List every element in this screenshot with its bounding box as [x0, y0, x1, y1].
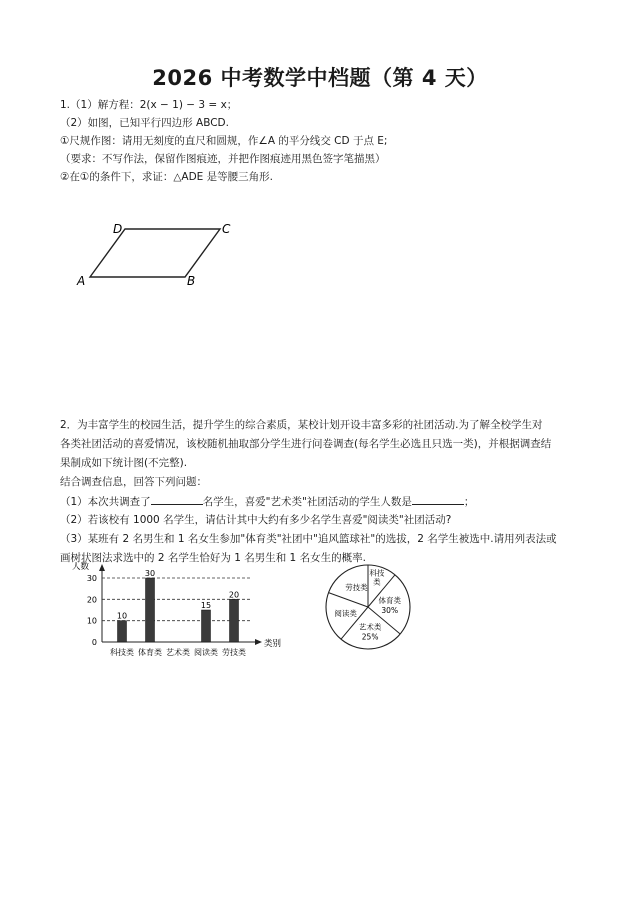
q2-intro-3: 果制成如下统计图(不完整).	[60, 457, 188, 469]
x-tick-label: 劳技类	[222, 648, 246, 657]
q2-part1-a: （1）本次共调查了	[60, 496, 151, 508]
pie-slice-label: 体育类	[378, 596, 402, 606]
vertex-a-label: A	[77, 274, 86, 288]
bar-value-label: 10	[116, 611, 128, 621]
bar-chart	[62, 560, 292, 665]
q1-construction: ①尺规作图：请用无刻度的直尺和圆规，作∠A 的平分线交 CD 于点 E;	[60, 135, 388, 147]
parallelogram-abcd	[90, 229, 220, 277]
pie-slice-label: 科技	[369, 568, 385, 578]
x-tick-label: 艺术类	[166, 648, 190, 657]
q2-part1	[60, 494, 474, 509]
page-title: 2026 中考数学中档题（第 4 天）	[152, 66, 488, 90]
x-tick-label: 体育类	[138, 648, 162, 657]
y-tick-label: 30	[86, 574, 97, 583]
pie-chart	[322, 562, 422, 654]
y-axis-arrow	[99, 564, 105, 571]
q1-requirement: （要求：不写作法，保留作图痕迹，并把作图痕迹用黑色签字笔描黑）	[60, 153, 386, 165]
parallelogram-figure	[70, 215, 240, 295]
bar-4	[202, 610, 211, 642]
q2-intro-1: 2．为丰富学生的校园生活，提升学生的综合素质，某校计划开设丰富多彩的社团活动.为了解全校学生对	[60, 419, 543, 431]
answer-blank-total[interactable]	[151, 494, 203, 505]
q2-intro-4: 结合调查信息，回答下列问题：	[60, 476, 207, 488]
q1-proof: ②在①的条件下，求证：△ADE 是等腰三角形.	[60, 171, 273, 183]
x-axis-label: 类别	[264, 639, 282, 649]
vertex-d-label: D	[113, 222, 123, 236]
pie-slice-percent: 25%	[361, 632, 379, 642]
x-axis-arrow	[255, 639, 262, 645]
y-axis-label: 人数	[72, 562, 90, 572]
y-tick-label: 0	[91, 638, 97, 647]
bar-1	[118, 621, 127, 642]
q2-part3-b: 画树状图法求选中的 2 名学生恰好为 1 名男生和 1 名女生的概率.	[60, 552, 366, 564]
pie-divider	[329, 593, 368, 607]
pie-slice-label: 阅读类	[334, 608, 357, 618]
pie-slice-label-cont: 类	[373, 577, 381, 587]
answer-blank-art[interactable]	[412, 494, 464, 505]
vertex-b-label: B	[187, 274, 196, 288]
vertex-c-label: C	[222, 222, 231, 236]
pie-slice-label: 劳技类	[345, 582, 368, 592]
x-tick-label: 科技类	[110, 648, 134, 657]
x-tick-label: 阅读类	[194, 648, 218, 657]
bar-value-label: 30	[144, 569, 156, 578]
q1-part1: 1.（1）解方程：2(x − 1) − 3 = x；	[60, 99, 238, 111]
pie-slice-percent: 30%	[381, 606, 399, 616]
y-tick-label: 20	[86, 595, 97, 605]
bar-5	[230, 599, 239, 642]
bar-value-label: 20	[228, 590, 240, 600]
bar-2	[146, 578, 155, 642]
q2-intro-2: 各类社团活动的喜爱情况，该校随机抽取部分学生进行问卷调查(每名学生必选且只选一类)，并根据调查结	[60, 438, 552, 450]
bar-value-label: 15	[200, 601, 212, 610]
y-tick-label: 10	[86, 616, 97, 626]
q2-part2: （2）若该校有 1000 名学生，请估计其中大约有多少名学生喜爱"阅读类"社团活动?	[60, 514, 452, 526]
q2-part3-a: （3）某班有 2 名男生和 1 名女生参加"体育类"社团中"追风篮球社"的选拔，2 名学生被选中.请用列表法或	[60, 533, 557, 545]
q2-part1-c: ；	[463, 496, 475, 508]
pie-slice-label: 艺术类	[358, 622, 382, 632]
q2-part1-b: 名学生，喜爱"艺术类"社团活动的学生人数是	[202, 496, 412, 508]
q1-part2: （2）如图，已知平行四边形 ABCD.	[60, 117, 229, 129]
